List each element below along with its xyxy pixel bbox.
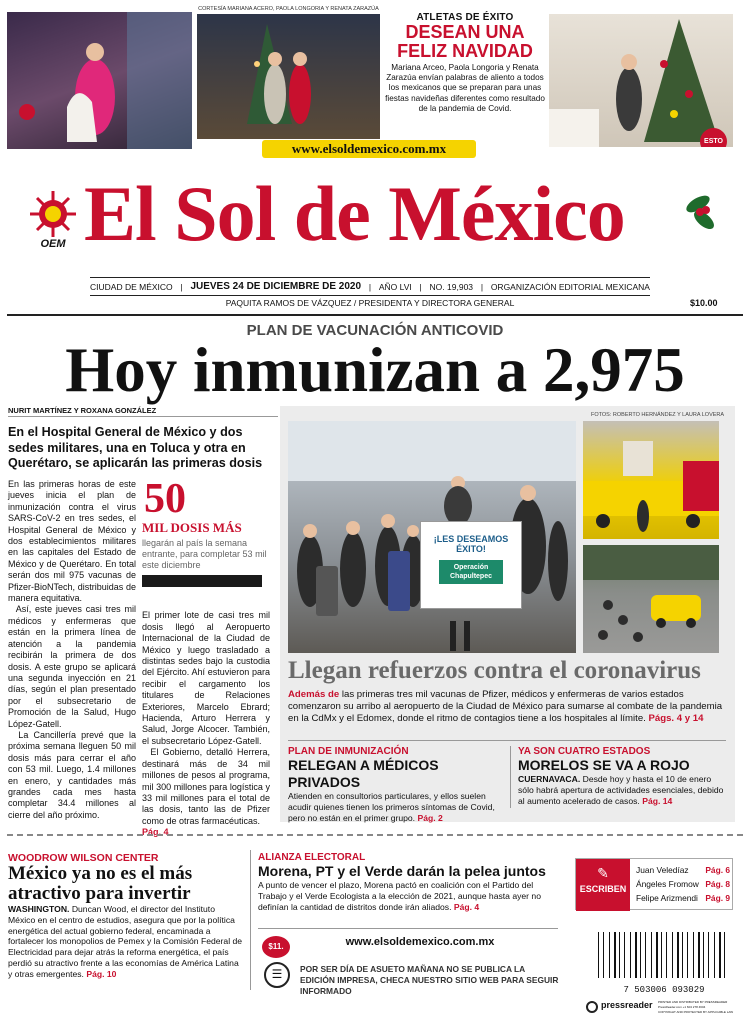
promo-photo-center [197,14,380,139]
promo-photo-left [7,12,192,149]
barcode-bar [651,932,652,978]
photo-story-headline: Llegan refuerzos contra el coronavirus [288,657,701,684]
bottom-left-body: Duncan Wood, el director del Instituto México en el centro de estudios, asegura que por la política energética del actual gobierno federal, encaminada a fortalecer los monopolios de Pemex y la Comisión Federal de Electricidad para dejar atrás la reforma energética, el país perdió su atractivo frente a las economías de América Latina y otras emergentes. [8,904,243,979]
pressreader-brand: pressreader [601,1000,653,1010]
escriben-page: Pág. 6 [705,865,730,875]
stat-desc: llegarán al país la semana entrante, para completar 53 mil este diciembre [142,538,267,570]
holly-icon [680,186,720,246]
lead-byline: NURIT MARTÍNEZ Y ROXANA GONZÁLEZ [8,406,157,415]
brief-2-page[interactable]: Pág. 14 [642,795,673,806]
promo-photo-left-art [7,12,192,149]
promo-url-bar[interactable]: www.elsoldemexico.com.mx [262,140,476,158]
photo-main [288,421,576,653]
bottom-mid-rule [258,928,558,929]
dateline-number: NO. 19,903 [429,282,474,292]
escriben-page: Pág. 8 [705,879,730,889]
escriben-page: Pág. 9 [705,893,730,903]
sign-line-3: Operación Chapultepec [439,560,503,584]
bottom-mid-story [258,852,558,912]
esto-badge: ESTO [700,128,727,147]
barcode-bar [656,932,658,978]
pressreader-line-1: PRINTED AND DISTRIBUTED BY PRESSREADER [658,1000,728,1004]
pressreader-line-2: PressReader.com +1 604 278 4604 [658,1005,706,1009]
bottom-mid-body: A punto de vencer el plazo, Morena pactó en coalición con el Partido del Trabajo y el Verde Ecologista a la elección de 2021, aunque hasta ayer no definían la cantidad de distritos donde irán aliados. [258,880,541,912]
barcode-bar [645,932,646,978]
escriben-name: Juan Veledíaz [636,865,689,875]
oem-logo [26,188,80,250]
bottom-divider-1 [250,850,251,990]
pressreader-line-3: COPYRIGHT AND PROTECTED BY APPLICABLE LAW [658,1010,734,1014]
bottom-mid-kicker: ALIANZA ELECTORAL [258,852,366,863]
bottom-left-dateline: WASHINGTON. [8,904,70,914]
barcode-bar [677,932,679,978]
promo-title-1: DESEAN UNA [405,22,525,42]
dateline-org: ORGANIZACIÓN EDITORIAL MEXICANA [490,282,650,292]
brief-1-body: Atienden en consultorios particulares, y ellos suelen acudir quienes tienen los primeros síntomas de Covid, pero no están en el primer grupo. [288,791,495,823]
brief-1-headline: RELEGAN A MÉDICOS PRIVADOS [288,757,439,790]
escriben-list [636,863,730,905]
briefs-rule [288,740,726,741]
barcode-bar [598,932,599,978]
dateline-year: AÑO LVI [378,282,412,292]
bottom-left-page[interactable]: Pág. 10 [86,968,117,979]
bottom-left-kicker: WOODROW WILSON CENTER [8,852,159,864]
barcode-bar [624,932,625,978]
barcode-bar [603,932,604,978]
brief-1-page[interactable]: Pág. 2 [417,812,443,823]
barcode-bars [596,932,732,980]
barcode [596,932,732,995]
barcode-bar [714,932,715,978]
barcode-bar [687,932,688,978]
barcode-bar [693,932,694,978]
holly-ornament [680,186,720,246]
brief-2-dateline: CUERNAVACA. [518,774,581,784]
brief-2-headline: MORELOS SE VA A ROJO [518,757,690,773]
promo-photo-right-art [549,14,733,147]
bottom-url[interactable]: www.elsoldemexico.com.mx [345,936,495,948]
pressreader-footer [586,998,736,1018]
price-sticker: $11. [262,936,290,958]
newspaper-icon: ☰ [264,962,290,988]
lead-col1: En las primeras horas de este jueves inicia el plan de inmunización contra el virus SARS-CoV-2 en tres sedes, el Hospital General de México y dos establecimientos militares en las capitales del Estado de México y de Querétaro. En total serán dos mil 975 vacunas de Pfizer-BioNTech, distribuidas de manera equitativa. Así, este jueves casi tres mil médicos y enfermeras que están en la primera línea de atención a la pandemia recibirán la primera de dos dosis. A este grupo se aplicará una segunda inyección en 21 días, según el plan presentado por el subsecretario de Promoción de la Salud, Hugo López-Gatell. La Cancillería prevé que la próxima semana lleguen 50 mil dosis más para cerrar el año con 53 mil. Luego, 1.4 millones en enero, y cantidades más grandes cada mes hasta completar 34.4 millones al cierre del año próximo. [8,479,136,820]
lead-kicker: PLAN DE VACUNACIÓN ANTICOVID [246,322,504,339]
oem-label: OEM [40,238,66,250]
escriben-label: ESCRIBEN [579,884,627,894]
briefs-divider [510,746,511,808]
masthead-rule-mid [90,295,650,296]
escriben-badge [576,859,630,911]
lead-col2 [142,599,270,839]
lead-deck: En el Hospital General de México y dos sedes militares, una en Toluca y otra en Querétaro, se aplicarán las primeras dosis [8,425,263,470]
photo-story-lead-in: Además de [288,689,340,700]
escriben-name: Ángeles Fromow [636,879,699,889]
masthead-rule-top [90,277,650,278]
barcode-bar [609,932,610,978]
pressreader-logo-icon [586,1001,598,1013]
photo-top-right-art [583,421,719,539]
promo-credit: CORTESÍA MARIANA ACERO, PAOLA LONGORIA Y RENATA ZARAZÚA [198,6,379,12]
dateline-date: JUEVES 24 DE DICIEMBRE DE 2020 [190,281,362,292]
photo-story-text: las primeras tres mil vacunas de Pfizer, médicos y enfermeras de varios estados comenzaron su arribo al aeropuerto de la Ciudad de México para sumarse al combate de la pandemia en la CdMx y el Edomex, donde el ritmo de contagios tiene a los hospitales al límite. [288,689,723,724]
masthead-title: El Sol de México [84,170,625,257]
masthead-dateline: CIUDAD DE MÉXICO | JUEVES 24 DE DICIEMBRE DE 2020 | AÑO LVI | NO. 19,903 | ORGANIZACIÓN EDITORIAL MEXICANA [90,281,650,292]
stat-label: MIL DOSIS MÁS [142,520,242,535]
photo-story-body [288,689,726,725]
promo-photo-right [549,14,733,147]
lead-col2-page[interactable]: Pág. 4 [142,827,169,838]
brief-1 [288,746,506,823]
photo-story-pages[interactable]: Págs. 4 y 14 [648,713,704,724]
sign-line-2: ÉXITO! [456,544,486,554]
barcode-bar [666,932,667,978]
barcode-bar [614,932,616,978]
brief-2-kicker: YA SON CUATRO ESTADOS [518,746,651,757]
photo-credit: FOTOS: ROBERTO HERNÁNDEZ Y LAURA LOVERA [591,412,725,418]
promo-body: Mariana Arceo, Paola Longoria y Renata Zarazúa envían palabras de aliento a todos los mexicanos que se preparan para unas fiestas navideñas diferentes como resultado de la pandemia de Covid. [385,63,545,113]
lead-col2-text: El primer lote de casi tres mil dosis llegó al Aeropuerto Internacional de la Ciudad de México y luego trasladado a distintas sedes bajo la custodia del Ejército. Ahí estuvieron para recibir el cargamento los titulares de Relaciones Exteriores, Marcelo Ebrard; Hacienda, Arturo Herrera y Salud, Jorge Alcocer. También, el subsecretario López-Gatell. El Gobierno, detalló Herrera, destinará más de 34 mil millones de pesos al programa, mil 300 millones para logística y 33 mil millones para el total de las dosis, tanto las de Pfizer como de otras farmacéuticas. [142,610,270,826]
bottom-mid-headline: Morena, PT y el Verde darán la pelea juntos [258,863,546,879]
stat-number: 50 [144,476,186,522]
bottom-rule-dashed [7,834,743,836]
masthead-rule-bottom [7,314,743,316]
barcode-bar [703,932,704,978]
barcode-bar [708,932,709,978]
barcode-bar [724,932,725,978]
bottom-left-story [8,852,244,980]
escriben-name: Felipe Arizmendi [636,893,698,903]
bottom-notice: POR SER DÍA DE ASUETO MAÑANA NO SE PUBLICA LA EDICIÓN IMPRESA, CHECA NUESTRO SITIO WEB PARA SEGUIR INFORMADO [300,964,559,996]
photo-top-right [583,421,719,539]
barcode-bar [719,932,721,978]
dateline-city: CIUDAD DE MÉXICO [90,282,173,292]
escriben-item[interactable] [636,863,730,877]
promo-text-block [384,12,546,114]
escriben-item[interactable] [636,891,730,905]
photo-bottom-right-art [583,545,719,653]
brief-2-body: Desde hoy y hasta el 10 de enero sólo habrá apertura de actividades esenciales, debido al aumento acelerado de casos. [518,774,724,806]
bottom-left-headline: México ya no es el más atractivo para invertir [8,863,193,904]
barcode-number: 7 503006 093029 [623,985,705,995]
barcode-bar [619,932,620,978]
bottom-mid-page[interactable]: Pág. 4 [453,901,480,912]
promo-kicker: ATLETAS DE ÉXITO [416,12,514,23]
escriben-box [575,858,733,910]
barcode-bar [640,932,641,978]
escriben-icon: ✎ [597,865,609,881]
lead-headline: Hoy inmunizan a 2,975 [65,335,685,405]
brief-1-kicker: PLAN DE INMUNIZACIÓN [288,746,409,757]
barcode-bar [630,932,631,978]
stat-bar [142,575,262,587]
byline-rule [8,416,278,417]
escriben-item[interactable] [636,877,730,891]
barcode-bar [698,932,700,978]
barcode-bar [635,932,637,978]
masthead-director: PAQUITA RAMOS DE VÁZQUEZ / PRESIDENTA Y DIRECTORA GENERAL [225,298,515,308]
barcode-bar [672,932,673,978]
promo-title-2: FELIZ NAVIDAD [397,41,533,61]
barcode-bar [661,932,662,978]
welcome-sign [420,521,522,609]
sign-line-1: ¡LES DESEAMOS [433,534,509,544]
masthead-price: $10.00 [690,298,718,308]
photo-bottom-right [583,545,719,653]
barcode-bar [682,932,683,978]
promo-photo-center-art [197,14,380,139]
brief-2 [518,746,726,806]
